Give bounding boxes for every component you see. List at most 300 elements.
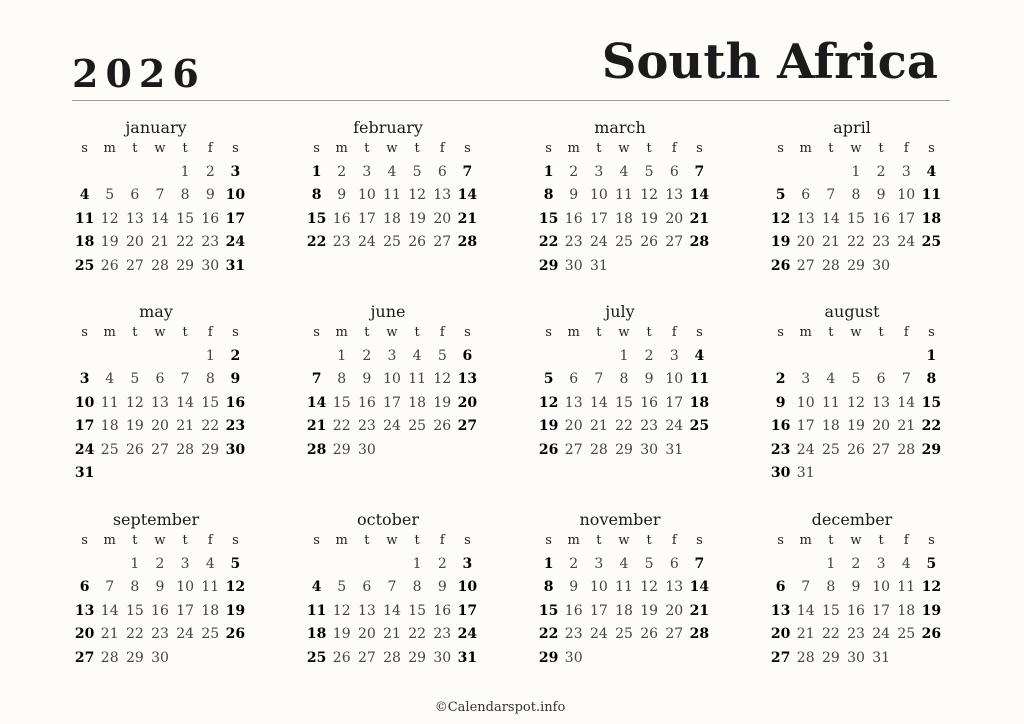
day-cell: 21 — [796, 626, 815, 643]
day-cell: 15 — [538, 602, 559, 619]
day-cell: 22 — [176, 234, 195, 251]
day-cell: 10 — [897, 187, 916, 204]
day-cell: 27 — [796, 257, 815, 274]
day-cell: 17 — [796, 418, 815, 435]
weekday-label: m — [567, 141, 580, 156]
day-cell: 20 — [872, 418, 891, 435]
day-cell: 21 — [689, 210, 710, 227]
day-cell: 15 — [306, 210, 327, 227]
day-cell: 10 — [457, 579, 478, 596]
day-cell: 4 — [387, 163, 397, 180]
day-cell: 7 — [901, 371, 911, 388]
day-cell: 23 — [151, 626, 169, 643]
month-february — [304, 118, 480, 254]
day-cell: 15 — [821, 602, 840, 619]
weekday-label: s — [464, 325, 471, 340]
day-cell: 9 — [230, 371, 241, 388]
weekday-label: t — [878, 533, 884, 548]
day-cell: 26 — [921, 626, 942, 643]
day-cell: 31 — [589, 257, 608, 274]
weekday-label: s — [81, 325, 88, 340]
day-cell: 14 — [897, 394, 916, 411]
day-cell: 4 — [105, 371, 115, 388]
week-row — [304, 160, 480, 184]
day-cell: 29 — [176, 257, 195, 274]
day-cell: 23 — [433, 626, 452, 643]
day-cell: 18 — [201, 602, 220, 619]
day-cell: 24 — [796, 441, 815, 458]
day-cell: 20 — [457, 394, 478, 411]
day-cell: 16 — [225, 394, 246, 411]
month-june — [304, 302, 480, 462]
week-row — [72, 623, 248, 647]
day-cell: 17 — [457, 602, 478, 619]
day-cell: 26 — [538, 441, 559, 458]
day-cell: 26 — [640, 626, 659, 643]
day-cell: 28 — [796, 649, 815, 666]
month-name: june — [370, 302, 406, 321]
day-cell: 1 — [205, 347, 215, 364]
day-cell: 17 — [74, 418, 95, 435]
day-cell: 17 — [225, 210, 246, 227]
weekday-label: s — [928, 141, 935, 156]
month-name: january — [125, 118, 187, 137]
month-name: september — [112, 510, 200, 529]
day-cell: 10 — [589, 579, 608, 596]
weekday-label: s — [464, 533, 471, 548]
day-cell: 29 — [847, 257, 865, 274]
weekday-label: t — [878, 325, 884, 340]
weekday-label: w — [154, 533, 166, 548]
day-cell: 24 — [665, 418, 684, 435]
weekday-label: s — [313, 325, 320, 340]
weekday-label: m — [567, 533, 580, 548]
day-cell: 2 — [230, 347, 241, 364]
day-cell: 24 — [897, 234, 916, 251]
day-cell: 16 — [770, 418, 791, 435]
week-row — [304, 184, 480, 208]
day-cell: 20 — [770, 626, 791, 643]
day-cell: 24 — [589, 626, 608, 643]
weekday-label: f — [671, 141, 677, 156]
day-cell: 15 — [538, 210, 559, 227]
day-cell: 7 — [826, 187, 836, 204]
weekday-label: w — [154, 141, 166, 156]
day-cell: 17 — [665, 394, 684, 411]
week-row — [304, 646, 480, 670]
day-cell: 1 — [926, 347, 937, 364]
day-cell: 18 — [689, 394, 710, 411]
day-cell: 22 — [408, 626, 427, 643]
day-cell: 8 — [205, 371, 215, 388]
week-row — [768, 552, 944, 576]
weekday-label: m — [799, 533, 812, 548]
day-cell: 22 — [201, 418, 220, 435]
day-cell: 23 — [225, 418, 246, 435]
weekday-label: s — [696, 533, 703, 548]
day-cell: 2 — [205, 163, 215, 180]
day-cell: 11 — [201, 579, 220, 596]
day-cell: 29 — [125, 649, 144, 666]
day-cell: 11 — [821, 394, 840, 411]
day-cell: 18 — [383, 210, 401, 227]
day-cell: 10 — [357, 187, 376, 204]
weekday-label: t — [132, 533, 138, 548]
day-cell: 11 — [615, 579, 633, 596]
weekday-label: w — [386, 325, 398, 340]
day-cell: 24 — [176, 626, 195, 643]
day-cell: 20 — [665, 210, 684, 227]
week-row — [304, 391, 480, 415]
weekday-label: t — [182, 141, 188, 156]
weekday-label: s — [81, 533, 88, 548]
day-cell: 9 — [569, 187, 579, 204]
weekday-label: t — [828, 533, 834, 548]
weekday-label: t — [364, 141, 370, 156]
day-cell: 3 — [669, 347, 679, 364]
day-cell: 25 — [689, 418, 710, 435]
weekday-label: w — [386, 533, 398, 548]
day-cell: 13 — [796, 210, 815, 227]
day-cell: 26 — [332, 649, 351, 666]
day-cell: 26 — [847, 441, 865, 458]
day-cell: 2 — [155, 555, 165, 572]
day-cell: 12 — [538, 394, 559, 411]
day-cell: 23 — [357, 418, 376, 435]
day-cell: 8 — [311, 187, 322, 204]
day-cell: 16 — [151, 602, 169, 619]
week-row — [536, 415, 712, 439]
day-cell: 3 — [387, 347, 397, 364]
day-cell: 26 — [100, 257, 119, 274]
weekday-label: f — [439, 141, 445, 156]
day-cell: 22 — [538, 626, 559, 643]
weekday-label: s — [777, 325, 784, 340]
weekday-label: f — [439, 325, 445, 340]
day-cell: 30 — [201, 257, 220, 274]
day-cell: 7 — [155, 187, 165, 204]
day-cell: 27 — [665, 234, 684, 251]
month-name: december — [811, 510, 893, 529]
day-cell: 18 — [408, 394, 427, 411]
weekday-label: t — [828, 141, 834, 156]
weekday-header — [304, 530, 480, 552]
day-cell: 10 — [383, 371, 401, 388]
day-cell: 3 — [876, 555, 886, 572]
day-cell: 17 — [589, 210, 608, 227]
day-cell: 16 — [847, 602, 865, 619]
week-row — [304, 623, 480, 647]
day-cell: 13 — [665, 579, 684, 596]
weekday-label: m — [567, 325, 580, 340]
day-cell: 14 — [821, 210, 840, 227]
weekday-label: m — [103, 141, 116, 156]
day-cell: 31 — [665, 441, 684, 458]
week-row — [768, 599, 944, 623]
weekday-label: m — [335, 141, 348, 156]
day-cell: 12 — [433, 371, 452, 388]
week-row — [536, 344, 712, 368]
day-cell: 21 — [151, 234, 169, 251]
day-cell: 5 — [412, 163, 422, 180]
day-cell: 7 — [801, 579, 811, 596]
day-cell: 17 — [589, 602, 608, 619]
day-cell: 1 — [130, 555, 140, 572]
week-row — [536, 184, 712, 208]
day-cell: 15 — [125, 602, 144, 619]
day-cell: 5 — [644, 163, 654, 180]
day-cell: 11 — [100, 394, 119, 411]
month-name: october — [356, 510, 419, 529]
weekday-label: f — [207, 325, 213, 340]
week-row — [536, 646, 712, 670]
day-cell: 26 — [770, 257, 791, 274]
day-cell: 3 — [462, 555, 473, 572]
month-march — [536, 118, 712, 278]
month-name: may — [139, 302, 173, 321]
weekday-label: w — [850, 533, 862, 548]
weekday-label: s — [232, 141, 239, 156]
weekday-label: f — [671, 325, 677, 340]
day-cell: 28 — [176, 441, 195, 458]
week-row — [72, 599, 248, 623]
day-cell: 31 — [457, 649, 478, 666]
day-cell: 4 — [311, 579, 322, 596]
day-cell: 18 — [897, 602, 916, 619]
day-cell: 15 — [332, 394, 351, 411]
week-row — [304, 552, 480, 576]
day-cell: 9 — [337, 187, 347, 204]
country-title: South Africa — [601, 34, 938, 90]
day-cell: 23 — [332, 234, 351, 251]
day-cell: 16 — [433, 602, 452, 619]
day-cell: 3 — [594, 555, 604, 572]
day-cell: 21 — [821, 234, 840, 251]
day-cell: 14 — [151, 210, 169, 227]
weekday-label: w — [618, 141, 630, 156]
day-cell: 2 — [851, 555, 861, 572]
day-cell: 6 — [79, 579, 90, 596]
day-cell: 2 — [775, 371, 786, 388]
day-cell: 11 — [408, 371, 427, 388]
day-cell: 6 — [775, 579, 786, 596]
day-cell: 6 — [801, 187, 811, 204]
day-cell: 15 — [201, 394, 220, 411]
day-cell: 2 — [569, 555, 579, 572]
day-cell: 26 — [225, 626, 246, 643]
day-cell: 14 — [589, 394, 608, 411]
week-row — [72, 576, 248, 600]
weekday-label: f — [903, 325, 909, 340]
day-cell: 22 — [125, 626, 144, 643]
day-cell: 27 — [665, 626, 684, 643]
day-cell: 20 — [357, 626, 376, 643]
day-cell: 30 — [151, 649, 169, 666]
month-september — [72, 510, 248, 670]
day-cell: 26 — [125, 441, 144, 458]
day-cell: 23 — [872, 234, 891, 251]
week-row — [72, 438, 248, 462]
week-row — [536, 552, 712, 576]
day-cell: 27 — [457, 418, 478, 435]
day-cell: 2 — [876, 163, 886, 180]
day-cell: 1 — [543, 163, 554, 180]
week-row — [72, 231, 248, 255]
day-cell: 19 — [770, 234, 791, 251]
weekday-label: t — [596, 141, 602, 156]
day-cell: 25 — [74, 257, 95, 274]
day-cell: 5 — [230, 555, 241, 572]
day-cell: 27 — [357, 649, 376, 666]
week-row — [304, 415, 480, 439]
day-cell: 17 — [872, 602, 891, 619]
day-cell: 25 — [100, 441, 119, 458]
day-cell: 7 — [180, 371, 190, 388]
weekday-header — [536, 322, 712, 344]
weekday-label: f — [671, 533, 677, 548]
day-cell: 30 — [872, 257, 891, 274]
day-cell: 4 — [79, 187, 90, 204]
day-cell: 15 — [176, 210, 195, 227]
day-cell: 26 — [433, 418, 452, 435]
day-cell: 28 — [457, 234, 478, 251]
day-cell: 19 — [538, 418, 559, 435]
day-cell: 17 — [357, 210, 376, 227]
day-cell: 13 — [770, 602, 791, 619]
day-cell: 2 — [337, 163, 347, 180]
week-row — [72, 207, 248, 231]
week-row — [72, 160, 248, 184]
weekday-label: m — [335, 325, 348, 340]
day-cell: 18 — [615, 602, 633, 619]
week-row — [304, 344, 480, 368]
day-cell: 5 — [926, 555, 937, 572]
day-cell: 21 — [100, 626, 119, 643]
weekday-label: w — [386, 141, 398, 156]
day-cell: 25 — [201, 626, 220, 643]
weekday-header — [536, 530, 712, 552]
day-cell: 27 — [74, 649, 95, 666]
week-row — [768, 160, 944, 184]
weekday-header — [72, 530, 248, 552]
day-cell: 7 — [105, 579, 115, 596]
day-cell: 8 — [180, 187, 190, 204]
weekday-label: t — [364, 533, 370, 548]
day-cell: 23 — [201, 234, 220, 251]
day-cell: 30 — [847, 649, 865, 666]
day-cell: 2 — [644, 347, 654, 364]
day-cell: 27 — [564, 441, 583, 458]
day-cell: 18 — [306, 626, 327, 643]
weekday-label: t — [828, 325, 834, 340]
weekday-label: f — [439, 533, 445, 548]
weekday-label: s — [81, 141, 88, 156]
day-cell: 25 — [615, 626, 633, 643]
day-cell: 15 — [847, 210, 865, 227]
day-cell: 20 — [151, 418, 169, 435]
day-cell: 10 — [225, 187, 246, 204]
day-cell: 16 — [564, 210, 583, 227]
weekday-label: t — [646, 325, 652, 340]
day-cell: 3 — [594, 163, 604, 180]
day-cell: 20 — [74, 626, 95, 643]
day-cell: 25 — [897, 626, 916, 643]
day-cell: 1 — [412, 555, 422, 572]
day-cell: 6 — [876, 371, 886, 388]
day-cell: 4 — [826, 371, 836, 388]
weekday-label: m — [799, 141, 812, 156]
week-row — [304, 576, 480, 600]
day-cell: 29 — [921, 441, 942, 458]
day-cell: 11 — [383, 187, 401, 204]
day-cell: 9 — [775, 394, 786, 411]
weekday-label: s — [696, 325, 703, 340]
week-row — [536, 160, 712, 184]
day-cell: 14 — [689, 187, 710, 204]
day-cell: 18 — [100, 418, 119, 435]
day-cell: 21 — [383, 626, 401, 643]
day-cell: 13 — [872, 394, 891, 411]
week-row — [304, 207, 480, 231]
day-cell: 9 — [876, 187, 886, 204]
day-cell: 7 — [387, 579, 397, 596]
weekday-header — [768, 322, 944, 344]
day-cell: 10 — [665, 371, 684, 388]
week-row — [536, 623, 712, 647]
week-row — [536, 391, 712, 415]
day-cell: 19 — [433, 394, 452, 411]
day-cell: 8 — [619, 371, 629, 388]
month-name: august — [824, 302, 880, 321]
week-row — [768, 344, 944, 368]
week-row — [72, 184, 248, 208]
day-cell: 25 — [615, 234, 633, 251]
weekday-label: s — [313, 533, 320, 548]
weekday-label: f — [903, 141, 909, 156]
day-cell: 16 — [201, 210, 220, 227]
weekday-label: t — [132, 325, 138, 340]
day-cell: 17 — [897, 210, 916, 227]
day-cell: 14 — [796, 602, 815, 619]
weekday-label: s — [777, 533, 784, 548]
day-cell: 4 — [205, 555, 215, 572]
day-cell: 19 — [921, 602, 942, 619]
month-may — [72, 302, 248, 485]
day-cell: 8 — [337, 371, 347, 388]
day-cell: 29 — [538, 649, 559, 666]
weekday-label: m — [103, 325, 116, 340]
week-row — [304, 368, 480, 392]
day-cell: 26 — [640, 234, 659, 251]
day-cell: 5 — [337, 579, 347, 596]
weekday-label: f — [903, 533, 909, 548]
day-cell: 16 — [564, 602, 583, 619]
day-cell: 6 — [130, 187, 140, 204]
weekday-header — [304, 322, 480, 344]
day-cell: 30 — [225, 441, 246, 458]
day-cell: 28 — [689, 234, 710, 251]
day-cell: 7 — [462, 163, 473, 180]
day-cell: 5 — [644, 555, 654, 572]
day-cell: 13 — [74, 602, 95, 619]
week-row — [768, 462, 944, 486]
week-row — [536, 438, 712, 462]
day-cell: 24 — [589, 234, 608, 251]
weekday-label: t — [646, 533, 652, 548]
day-cell: 28 — [306, 441, 327, 458]
day-cell: 5 — [130, 371, 140, 388]
day-cell: 4 — [412, 347, 422, 364]
